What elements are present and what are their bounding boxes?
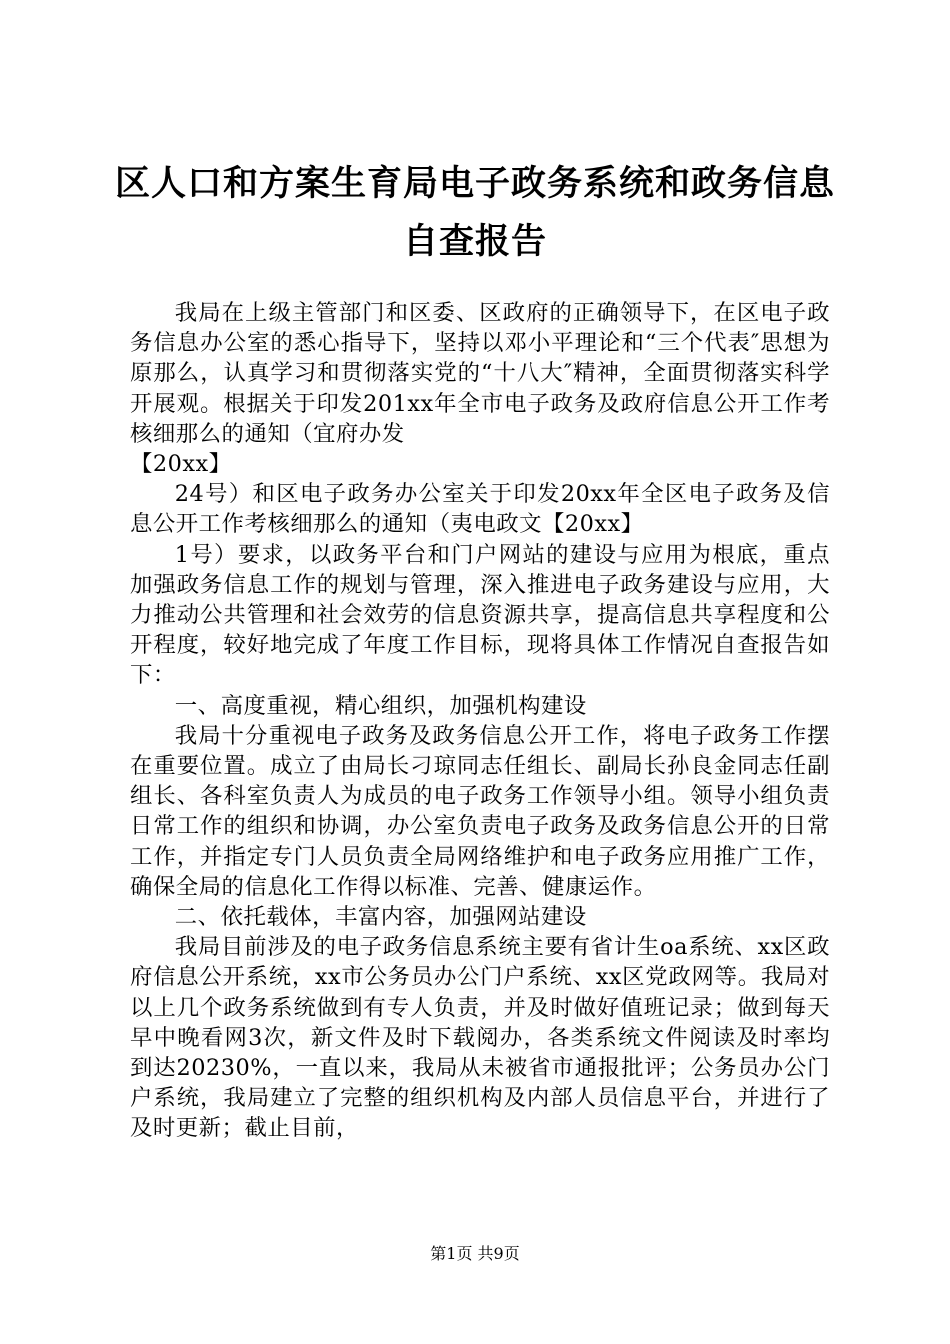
page-footer: 第1页 共9页 bbox=[430, 1244, 520, 1263]
document-body bbox=[130, 298, 830, 1144]
title-line-2: 自查报告 bbox=[402, 222, 547, 262]
title-line-1: 区人口和方案生育局电子政务系统和政务信息 bbox=[114, 164, 835, 204]
paragraph-doc-number: 【20xx】 bbox=[130, 451, 232, 478]
paragraph-requirements: 1号）要求，以政务平台和门户网站的建设与应用为根底，重点加强政务信息工作的规划与管理，深入推进电子政务建设与应用，大力推动公共管理和社会效劳的信息资源共享，提高信息共享程度和公开程度，较好地完成了年度工作目标，现将具体工作情况自查报告如下： bbox=[130, 541, 830, 689]
paragraph-section-2: 我局目前涉及的电子政务信息系统主要有省计生oa系统、xx区政府信息公开系统，xx市公务员办公门户系统、xx区党政网等。我局对以上几个政务系统做到有专人负责，并及时做好值班记录；做到每天早中晚看网3次，新文件及时下载阅办，各类系统文件阅读及时率均到达20230%，一直以来，我局从未被省市通报批评；公务员办公门户系统，我局建立了完整的组织机构及内部人员信息平台，并进行了及时更新；截止目前， bbox=[130, 934, 830, 1142]
paragraph-intro: 我局在上级主管部门和区委、区政府的正确领导下，在区电子政务信息办公室的悉心指导下，坚持以邓小平理论和“三个代表″思想为原那么，认真学习和贯彻落实党的“十八大″精神，全面贯彻落实科学开展观。根据关于印发201xx年全市电子政务及政府信息公开工作考核细那么的通知（宜府办发 bbox=[130, 300, 830, 447]
paragraph-section-1: 我局十分重视电子政务及政务信息公开工作，将电子政务工作摆在重要位置。成立了由局长刁琼同志任组长、副局长孙良金同志任副组长、各科室负责人为成员的电子政务工作领导小组。领导小组负责日常工作的组织和协调，办公室负责电子政务及政务信息公开的日常工作，并指定专门人员负责全局网络维护和电子政务应用推广工作，确保全局的信息化工作得以标准、完善、健康运作。 bbox=[130, 722, 830, 900]
section-heading-1: 一、高度重视，精心组织，加强机构建设 bbox=[174, 692, 587, 719]
section-heading-2: 二、依托载体，丰富内容，加强网站建设 bbox=[174, 904, 587, 931]
document-title bbox=[110, 155, 840, 271]
paragraph-reference: 24号）和区电子政务办公室关于印发20xx年全区电子政务及信息公开工作考核细那么的通知（夷电政文【20xx】 bbox=[130, 481, 830, 538]
